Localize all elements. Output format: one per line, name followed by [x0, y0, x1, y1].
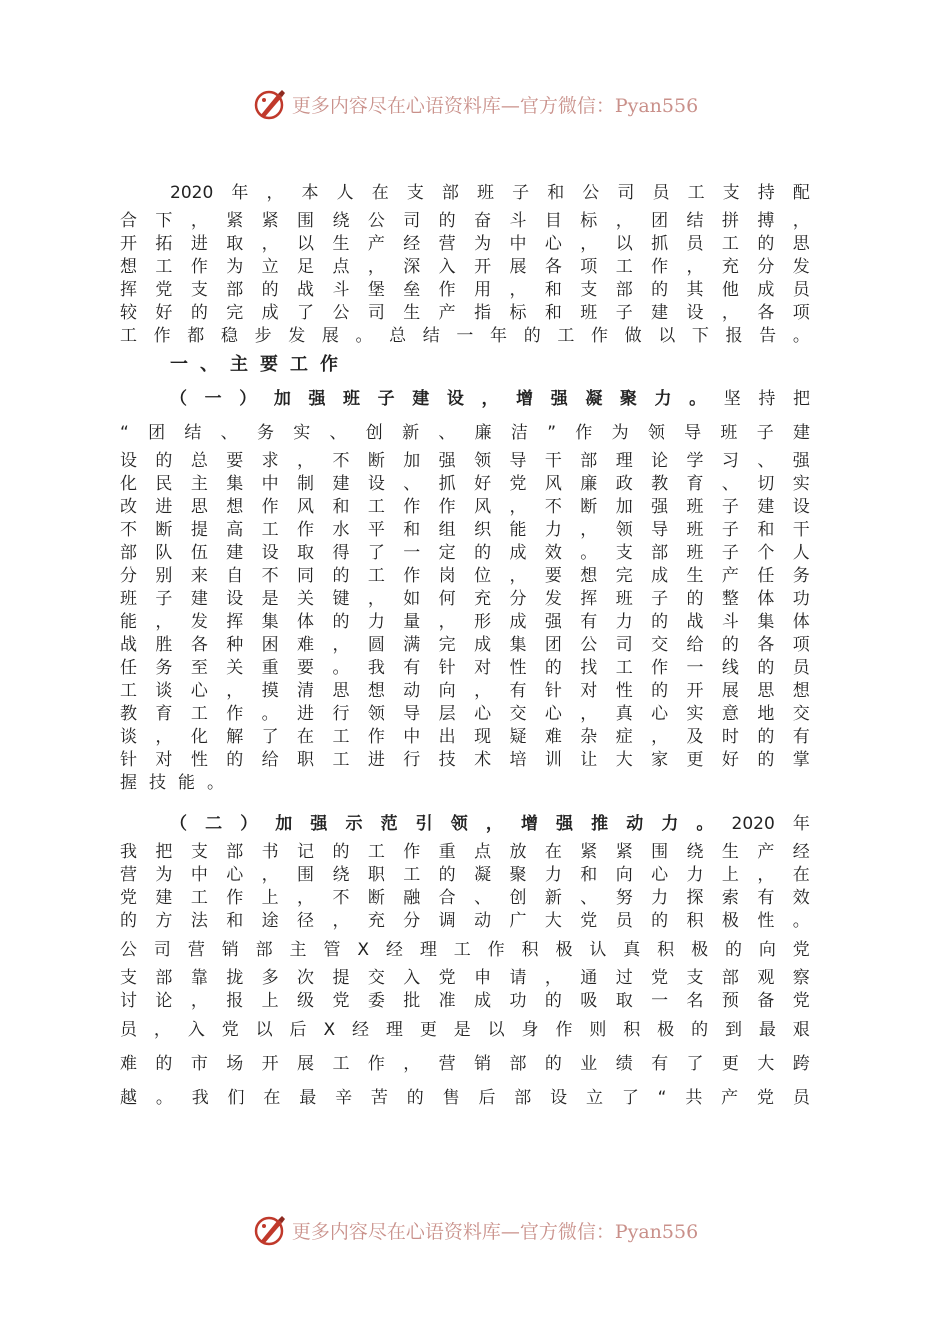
- paragraph-line: 不 断 提 高 工 作 水 平 和 组 织 能 力 ， 领 导 班 子 和 干: [120, 520, 810, 540]
- paragraph-line: 战 胜 各 种 困 难 ， 圆 满 完 成 集 团 公 司 交 给 的 各 项: [120, 635, 810, 655]
- paragraph-line: 难 的 市 场 开 展 工 作 ， 营 销 部 的 业 绩 有 了 更 大 跨: [120, 1054, 810, 1074]
- paragraph-line: 化 民 主 集 中 制 建 设 、 抓 好 党 风 廉 政 教 育 、 切 实: [120, 474, 810, 494]
- paragraph-line: “ 团 结 、 务 实 、 创 新 、 廉 洁 ” 作 为 领 导 班 子 建: [120, 423, 810, 443]
- paragraph-line: 部 队 伍 建 设 取 得 了 一 定 的 成 效 。 支 部 班 子 个 人: [120, 543, 810, 563]
- paragraph-line: 营 为 中 心 ， 围 绕 职 工 的 凝 聚 力 和 向 心 力 上 ， 在: [120, 865, 810, 885]
- pen-logo-icon: [252, 86, 288, 122]
- pen-logo-icon: [252, 1212, 288, 1248]
- paragraph-line: 工 谈 心 ， 摸 清 思 想 动 向 ， 有 针 对 性 的 开 展 思 想: [120, 681, 810, 701]
- section-heading: 一、主要工作: [170, 354, 350, 375]
- subsection-title-line: （ 一 ） 加 强 班 子 建 设 ， 增 强 凝 聚 力 。 坚 持 把: [170, 389, 810, 409]
- paragraph-line: 的 方 法 和 途 径 ， 充 分 调 动 广 大 党 员 的 积 极 性 。: [120, 911, 810, 931]
- paragraph-line: 讨 论 ， 报 上 级 党 委 批 准 成 功 的 吸 取 一 名 预 备 党: [120, 991, 810, 1011]
- paragraph-line: 开 拓 进 取 ， 以 生 产 经 营 为 中 心 ， 以 抓 员 工 的 思: [120, 234, 810, 254]
- paragraph-line: 较 好 的 完 成 了 公 司 生 产 指 标 和 班 子 建 设 ， 各 项: [120, 303, 810, 323]
- paragraph-line: 握 技 能 。: [120, 773, 224, 793]
- paragraph-line: 班 子 建 设 是 关 键 ， 如 何 充 分 发 挥 班 子 的 整 体 功: [120, 589, 810, 609]
- paragraph-line: 越 。 我 们 在 最 辛 苦 的 售 后 部 设 立 了 “ 共 产 党 员: [120, 1088, 810, 1108]
- paragraph-line: 分 别 来 自 不 同 的 工 作 岗 位 ， 要 想 完 成 生 产 任 务: [120, 566, 810, 586]
- paragraph-line: 我 把 支 部 书 记 的 工 作 重 点 放 在 紧 紧 围 绕 生 产 经: [120, 842, 810, 862]
- paragraph-line: 想 工 作 为 立 足 点 ， 深 入 开 展 各 项 工 作 ， 充 分 发: [120, 257, 810, 277]
- paragraph-line: 公 司 营 销 部 主 管 X 经 理 工 作 积 极 认 真 积 极 的 向 党: [120, 940, 810, 960]
- subsection-title-line: （ 二 ） 加 强 示 范 引 领 ， 增 强 推 动 力 。 2020 年: [170, 814, 810, 834]
- paragraph-line: 改 进 思 想 作 风 和 工 作 作 风 ， 不 断 加 强 班 子 建 设: [120, 497, 810, 517]
- paragraph-line: 任 务 至 关 重 要 。 我 有 针 对 性 的 找 工 作 一 线 的 员: [120, 658, 810, 678]
- paragraph-line: 工 作 都 稳 步 发 展 。 总 结 一 年 的 工 作 做 以 下 报 告 。: [120, 326, 810, 346]
- paragraph-line: 针 对 性 的 给 职 工 进 行 技 术 培 训 让 大 家 更 好 的 掌: [120, 750, 810, 770]
- document-body: [120, 176, 810, 1115]
- paragraph-line: 能 ， 发 挥 集 体 的 力 量 ， 形 成 强 有 力 的 战 斗 集 体: [120, 612, 810, 632]
- paragraph-line: 谈 ， 化 解 了 在 工 作 中 出 现 疑 难 杂 症 ， 及 时 的 有: [120, 727, 810, 747]
- footer-watermark: [0, 1210, 950, 1250]
- paragraph-line: 支 部 靠 拢 多 次 提 交 入 党 申 请 ， 通 过 党 支 部 观 察: [120, 968, 810, 988]
- paragraph-line: 2020 年 ， 本 人 在 支 部 班 子 和 公 司 员 工 支 持 配: [170, 183, 810, 203]
- paragraph-line: 员 ， 入 党 以 后 X 经 理 更 是 以 身 作 则 积 极 的 到 最 艰: [120, 1020, 810, 1040]
- paragraph-line: 设 的 总 要 求 ， 不 断 加 强 领 导 干 部 理 论 学 习 、 强: [120, 451, 810, 471]
- paragraph-line: 党 建 工 作 上 ， 不 断 融 合 、 创 新 、 努 力 探 索 有 效: [120, 888, 810, 908]
- paragraph-line: 挥 党 支 部 的 战 斗 堡 垒 作 用 ， 和 支 部 的 其 他 成 员: [120, 280, 810, 300]
- watermark-text: 更多内容尽在心语资料库—官方微信：Pyan556: [291, 1220, 699, 1243]
- header-watermark: [0, 84, 950, 124]
- watermark-text: 更多内容尽在心语资料库—官方微信：Pyan556: [291, 94, 699, 117]
- paragraph-line: 教 育 工 作 。 进 行 领 导 层 心 交 心 ， 真 心 实 意 地 交: [120, 704, 810, 724]
- paragraph-line: 合 下 ， 紧 紧 围 绕 公 司 的 奋 斗 目 标 ， 团 结 拼 搏 ，: [120, 211, 810, 231]
